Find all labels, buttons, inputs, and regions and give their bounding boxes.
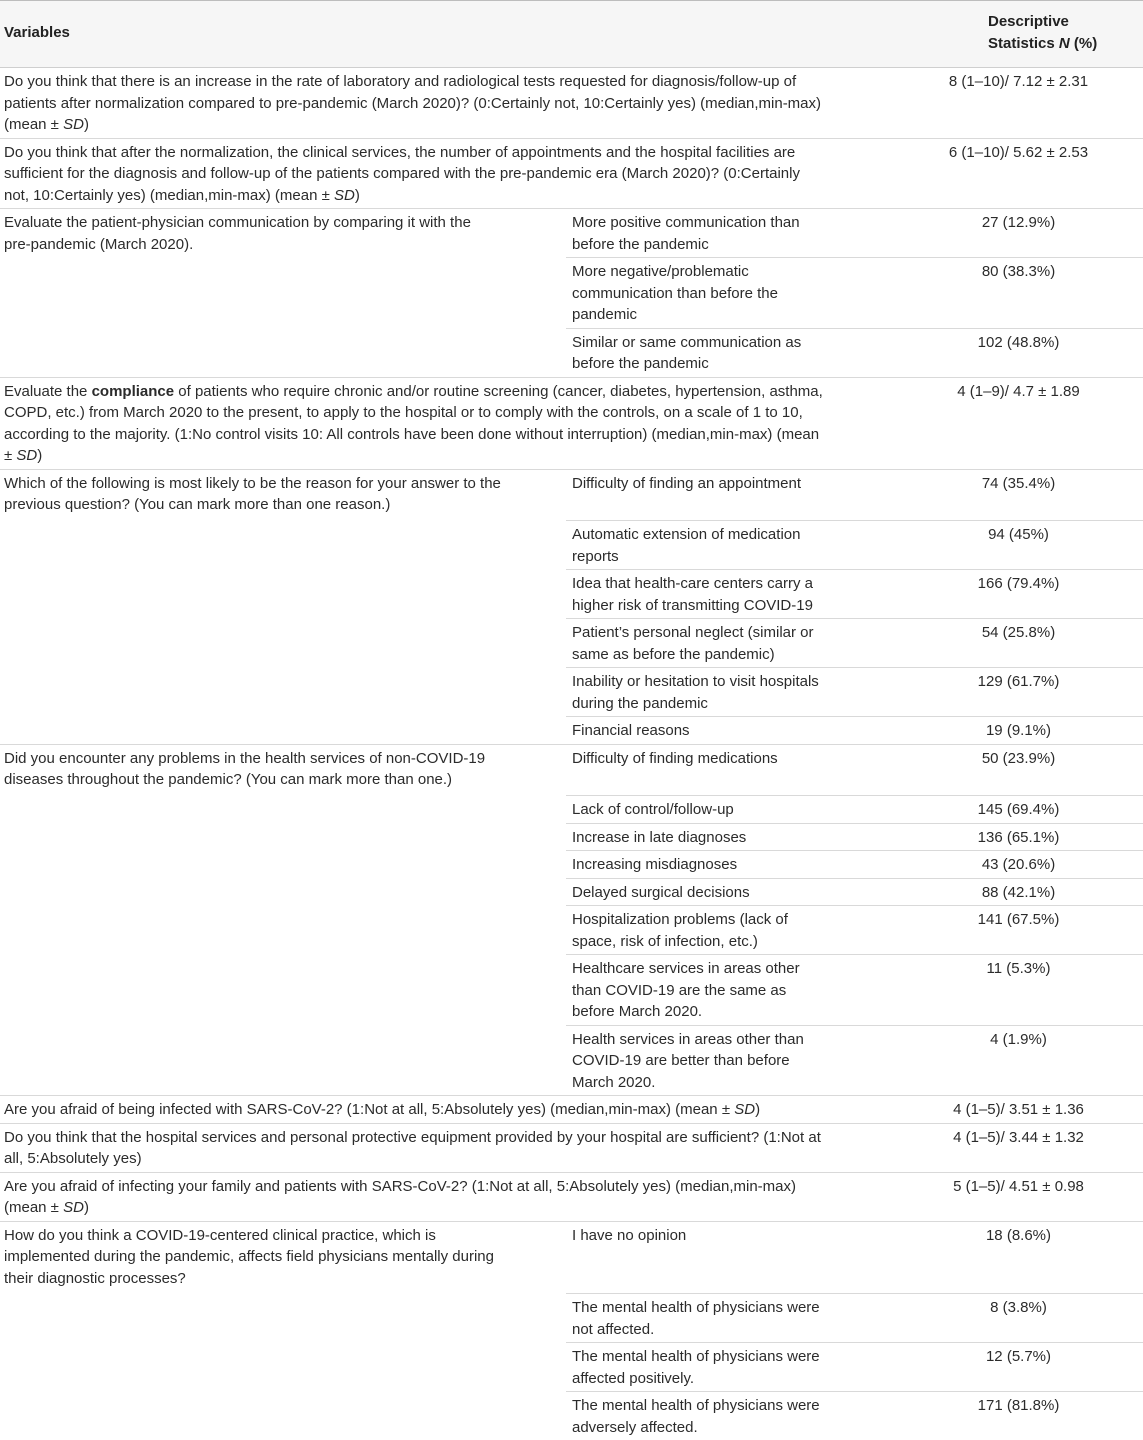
question-text: Which of the following is most likely to be the reason for your answer to the previous question? (You can mark more than one reason.) <box>0 469 566 744</box>
table-row <box>0 68 1143 139</box>
question-text: Did you encounter any problems in the health services of non-COVID-19 diseases throughout the pandemic? (You can mark more than one.) <box>0 744 566 1096</box>
question-text: Do you think that after the normalization, the clinical services, the number of appointments and the hospital facilities are sufficient for the diagnosis and follow-up of the patients compared with the pre-pandemic era (March 2020)? (0:Certainly not, 10:Certainly yes) (median,min-max) (mean ± SD) <box>0 138 834 209</box>
stat-value: 74 (35.4%) <box>834 469 1143 521</box>
option-label: Difficulty of finding an appointment <box>566 469 834 521</box>
stat-value: 141 (67.5%) <box>834 906 1143 955</box>
table-row <box>0 1221 1143 1294</box>
stat-value: 166 (79.4%) <box>834 570 1143 619</box>
table-row <box>0 377 1143 469</box>
stat-value: 18 (8.6%) <box>834 1221 1143 1294</box>
stat-value: 8 (3.8%) <box>834 1294 1143 1343</box>
option-label: Delayed surgical decisions <box>566 878 834 906</box>
table-row <box>0 138 1143 209</box>
option-label: Lack of control/follow-up <box>566 796 834 824</box>
option-label: The mental health of physicians were not affected. <box>566 1294 834 1343</box>
stat-value: 11 (5.3%) <box>834 955 1143 1026</box>
question-text: Are you afraid of infecting your family and patients with SARS-CoV-2? (1:Not at all, 5:Absolutely yes) (median,min-max) (mean ± SD) <box>0 1172 834 1221</box>
stat-value: 8 (1–10)/ 7.12 ± 2.31 <box>834 68 1143 139</box>
table-row <box>0 209 1143 258</box>
stat-value: 4 (1–9)/ 4.7 ± 1.89 <box>834 377 1143 469</box>
option-label: The mental health of physicians were adversely affected. <box>566 1392 834 1440</box>
table-row <box>0 1096 1143 1124</box>
stat-value: 50 (23.9%) <box>834 744 1143 796</box>
table-row <box>0 469 1143 521</box>
stat-value: 4 (1–5)/ 3.51 ± 1.36 <box>834 1096 1143 1124</box>
option-label: Patient’s personal neglect (similar or same as before the pandemic) <box>566 619 834 668</box>
option-label: Increase in late diagnoses <box>566 823 834 851</box>
stat-value: 102 (48.8%) <box>834 328 1143 377</box>
option-label: More positive communication than before the pandemic <box>566 209 834 258</box>
question-text: Evaluate the patient-physician communication by comparing it with the pre-pandemic (March 2020). <box>0 209 566 378</box>
stat-value: 43 (20.6%) <box>834 851 1143 879</box>
stat-value: 4 (1–5)/ 3.44 ± 1.32 <box>834 1123 1143 1172</box>
table-row <box>0 1123 1143 1172</box>
stat-value: 5 (1–5)/ 4.51 ± 0.98 <box>834 1172 1143 1221</box>
question-text: How do you think a COVID-19-centered clinical practice, which is implemented during the pandemic, affects field physicians mentally during their diagnostic processes? <box>0 1221 566 1440</box>
stat-value: 171 (81.8%) <box>834 1392 1143 1440</box>
stat-value: 88 (42.1%) <box>834 878 1143 906</box>
option-label: Healthcare services in areas other than COVID-19 are the same as before March 2020. <box>566 955 834 1026</box>
stat-value: 129 (61.7%) <box>834 668 1143 717</box>
option-label: The mental health of physicians were affected positively. <box>566 1343 834 1392</box>
question-text: Do you think that the hospital services and personal protective equipment provided by your hospital are sufficient? (1:Not at all, 5:Absolutely yes) <box>0 1123 834 1172</box>
question-text: Are you afraid of being infected with SARS-CoV-2? (1:Not at all, 5:Absolutely yes) (median,min-max) (mean ± SD) <box>0 1096 834 1124</box>
option-label: I have no opinion <box>566 1221 834 1294</box>
stat-value: 80 (38.3%) <box>834 258 1143 329</box>
stat-value: 6 (1–10)/ 5.62 ± 2.53 <box>834 138 1143 209</box>
option-label: Inability or hesitation to visit hospitals during the pandemic <box>566 668 834 717</box>
stats-header: Descriptive Statistics N (%) <box>834 1 1143 68</box>
option-label: Health services in areas other than COVID-19 are better than before March 2020. <box>566 1025 834 1096</box>
stat-value: 12 (5.7%) <box>834 1343 1143 1392</box>
stat-value: 27 (12.9%) <box>834 209 1143 258</box>
option-label: Increasing misdiagnoses <box>566 851 834 879</box>
option-label: Similar or same communication as before the pandemic <box>566 328 834 377</box>
table-row <box>0 744 1143 796</box>
table-row <box>0 1172 1143 1221</box>
option-label: Automatic extension of medication reports <box>566 521 834 570</box>
stat-value: 4 (1.9%) <box>834 1025 1143 1096</box>
option-label: Idea that health-care centers carry a higher risk of transmitting COVID-19 <box>566 570 834 619</box>
stat-value: 145 (69.4%) <box>834 796 1143 824</box>
stat-value: 54 (25.8%) <box>834 619 1143 668</box>
stat-value: 94 (45%) <box>834 521 1143 570</box>
question-text: Do you think that there is an increase in the rate of laboratory and radiological tests requested for diagnosis/follow-up of patients after normalization compared to pre-pandemic (March 2020)? (0:Certainly not, 10:Certainly yes) (median,min-max) (mean ± SD) <box>0 68 834 139</box>
stat-value: 19 (9.1%) <box>834 717 1143 745</box>
option-label: Difficulty of finding medications <box>566 744 834 796</box>
header-row <box>0 1 1143 68</box>
stat-value: 136 (65.1%) <box>834 823 1143 851</box>
option-label: More negative/problematic communication than before the pandemic <box>566 258 834 329</box>
option-label: Financial reasons <box>566 717 834 745</box>
option-label: Hospitalization problems (lack of space, risk of infection, etc.) <box>566 906 834 955</box>
question-text: Evaluate the compliance of patients who require chronic and/or routine screening (cancer, diabetes, hypertension, asthma, COPD, etc.) from March 2020 to the present, to apply to the hospital or to comply with the controls, on a scale of 1 to 10, according to the majority. (1:No control visits 10: All controls have been done without interruption) (median,min-max) (mean ± SD) <box>0 377 834 469</box>
variables-header: Variables <box>0 1 566 68</box>
